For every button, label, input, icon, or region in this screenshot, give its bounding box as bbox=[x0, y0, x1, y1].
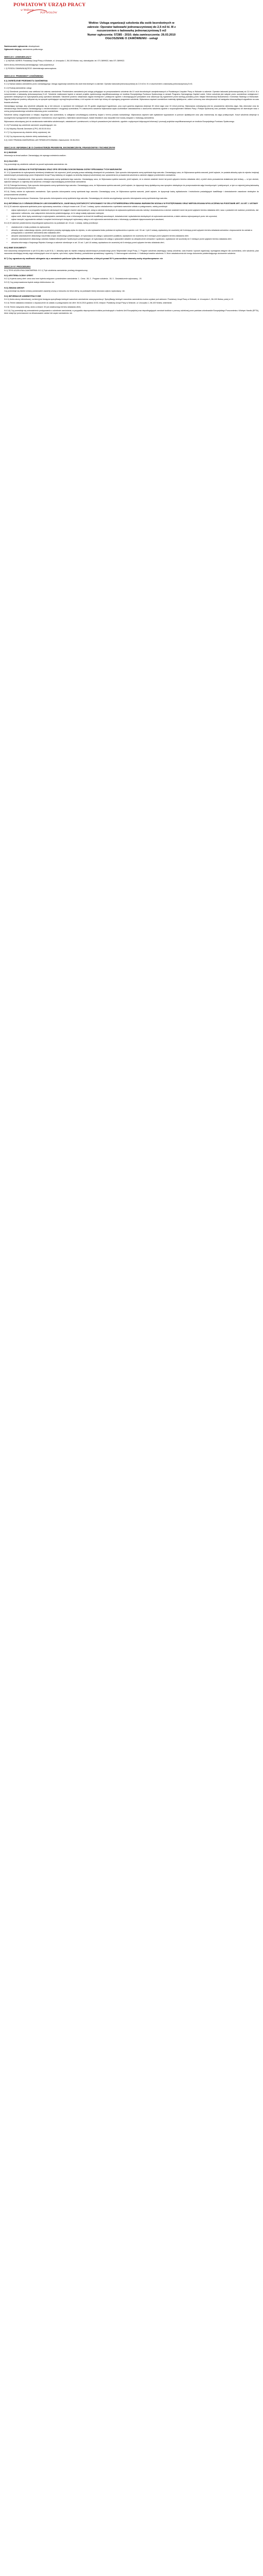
s4-p5: IV.4.1) Adres strony internetowej, na której jest dostępna specyfikacja istotnych warunków zamówienia: www.pupwolow.pl. Specyfikację istotnych warunków zamówienia można uzyskać pod adresem: Powiatowy Urząd Pracy w Wołowie, ul. Uroczysko 1, 56-100 Wołów, pokój nr 12. bbox=[4, 298, 234, 301]
list-item: • aktualna informacja z Krajowego Rejestru Karnego w zakresie określonym w art. 24 ust. 1 pkt 4-8 ustawy, wystawiona nie wcześniej niż 6 miesięcy przed upływem terminu składania ofert; bbox=[11, 242, 259, 244]
s3-p3: III. 3.1) Uprawnienia do wykonywania określonej działalności lub czynności, jeżeli przepisy prawa nakładają obowiązek ich posiadania. Opis sposobu dokonywania oceny spełniania tego warunku: Zamawiający uzna, że Wykonawca spełnia warunek, jeżeli wykaże, że posiada aktualny wpis do rejestru instytucji szkoleniowych prowadzonego przez Wojewódzki Urząd Pracy właściwy ze względu na siedzibę instytucji szkoleniowej oraz uprawnienia do prowadzenia szkolenia w zakresie objętym przedmiotem zamówienia. bbox=[4, 172, 259, 177]
s2-p11: II.2) CZAS TRWANIA ZAMÓWIENIA LUB TERMIN WYKONANIA: Zakończenie: 30.06.2010. bbox=[4, 139, 80, 141]
s1-p2[interactable]: Adres strony internetowej zamawiającego: www.pupwolow.pl bbox=[4, 63, 54, 66]
s1-p3: I. 2) RODZAJ ZAMAWIAJĄCEGO: Administracja samorządowa. bbox=[4, 67, 57, 70]
title-line4: Numer ogłoszenia: 57285 - 2010; data zamieszczenia: 26.03.2010 bbox=[87, 33, 176, 37]
s4-subhead-2: IV.3) ZMIANA UMOWY bbox=[4, 286, 25, 289]
s2-p2: II.1.2) Rodzaj zamówienia: usługi. bbox=[4, 87, 32, 89]
list-item: • oświadczenie o braku podstaw do wykluczenia; bbox=[11, 226, 259, 229]
s4-p6: IV.4.4) Termin składania wniosków o dopuszczenie do udziału w postępowaniu lub ofert: 06.04.2010 godzina 10:00, miejsce: Powiatowy Urząd Pracy w Wołowie, ul. Uroczysko 1, 56-100 Wołów, sekretariat. bbox=[4, 302, 172, 304]
section-2-heading: SEKCJA II: PRZEDMIOT ZAMÓWIENIA bbox=[4, 74, 44, 77]
s3-p7: III.3.5) Sytuacja ekonomiczna i finansowa. Opis sposobu dokonywania oceny spełniania tego warunku: Zamawiający nie określa szczegółowego sposobu dokonywania oceny spełniania tego warunku. bbox=[4, 197, 168, 199]
s4-p2: IV.2.1) Kryteria oceny ofert: cena oraz inne kryteria związane z przedmiotem zamówienia: 1 - Cena - 50; 2 - Program szkolenia - 30; 3 - Doświadczenie wykonawcy - 20. bbox=[4, 278, 142, 280]
s2-p8: II.1.6) Wspólny Słownik Zamówień (CPV): 80.53.00.00-8. bbox=[4, 128, 51, 130]
list-item: • aktualny odpis z właściwego rejestru, jeżeli odrębne przepisy wymagają wpisu do rejestru, w celu wykazania braku podstaw do wykluczenia w oparciu o art. 24 ust. 1 pkt 2 ustawy, wystawiony nie wcześniej niż 6 miesięcy przed upływem terminu składania wniosków o dopuszczenie do udziału w postępowaniu o udzielenie zamówienia albo składania ofert; bbox=[11, 229, 259, 234]
s3-subhead-3: III.3) WARUNKI UDZIAŁU W POSTĘPOWANIU ORAZ OPIS SPOSOBU DOKONYWANIA OCENY SPEŁNIANIA TYCH WARUNKÓW bbox=[4, 168, 122, 171]
list-item: • wykaz wykonanych, a w przypadku świadczeń okresowych lub ciągłych również wykonywanych, usług w zakresie niezbędnym do wykazania spełniania warunku wiedzy i doświadczenia w okresie ostatnich trzech lat przed upływem terminu składania ofert, wraz z podaniem ich wartości, przedmiotu, dat wykonania i odbiorców, oraz załączeniem dokumentu potwierdzającego, że te usługi zostały wykonane należycie; bbox=[11, 209, 259, 214]
s2-p5: Szkolenie należy zorganizować w miejscu dogodnym dla uczestników, w odległości umożliwiającej codzienny dojazd z terenu powiatu wołowskiego. Wykonawca zapewni sale wykładowe wyposażone w pomoce dydaktyczne oraz plac manewrowy do zajęć praktycznych. Koszt szkolenia obejmuje w szczególności wynagrodzenie wykładowców i instruktorów, koszt egzaminu, materiałów szkoleniowych, badań lekarskich oraz wszystkie inne koszty związane z realizacją zamówienia. bbox=[4, 114, 259, 119]
s3-p6: III.3.4) Osoby zdolne do wykonania zamówienia. Opis sposobu dokonywania oceny spełniania tego warunku: Zamawiający uzna, że Wykonawca spełnia warunek, jeżeli wykaże, że dysponuje kadrą wykładowców i instruktorów posiadających kwalifikacje i doświadczenie zawodowe niezbędne do przeprowadzenia szkolenia. bbox=[4, 191, 259, 196]
s2-p3: II.1.4) Określenie przedmiotu oraz wielkości lub zakresu zamówienia: Przedmiotem zamówienia jest usługa polegająca na przeprowadzeniu szkolenia dla 10 osób bezrobotnych zarejestrowanych w Powiatowym Urzędzie Pracy w Wołowie w zakresie: Operator ładowarki jednonaczyniowej do 2,5 m3 kl. III z rozszerzeniem o ładowarkę jednonaczyniową 5 m3. Szkolenie realizowane będzie w ramach projektu systemowego współfinansowanego ze środków Europejskiego Funduszu Społecznego w ramach Programu Operacyjnego Kapitał Ludzki. Celem szkolenia jest nabycie przez uczestników umiejętności i uprawnień niezbędnych do wykonywania pracy operatora ładowarki. Szkolenie powinno obejmować zajęcia teoretyczne i praktyczne zgodne z obowiązującymi przepisami oraz zakończyć się egzaminem przed komisją powołaną przez Instytut Mechanizacji Budownictwa i Górnictwa Skalnego w Warszawie. Zajęcia praktyczne powinny odbywać się na sprzęcie spełniającym wymogi bezpieczeństwa, a ich wymiar nie może być niższy niż wymagany programem szkolenia. Wykonawca zapewni uczestnikom materiały dydaktyczne, odzież ochronną oraz ubezpieczenie od następstw nieszczęśliwych wypadków na czas trwania szkolenia. bbox=[4, 90, 259, 104]
meta-label-concerns: Ogłoszenie dotyczy: bbox=[4, 48, 22, 50]
s4-subhead-3: IV.4) INFORMACJE ADMINISTRACYJNE bbox=[4, 295, 41, 297]
logo-text-line1: POWIATOWY URZĄD PRACY bbox=[13, 3, 86, 8]
s2-p1: II.1.1) Nazwa nadana zamówieniu przez zamawiającego: Usługa organizacji szkolenia dla osób bezrobotnych w zakresie: Operator ładowarki jednonaczyniowej do 2,5 m3 kl. III z rozszerzeniem o ładowarkę jednonaczyniową 5 m3. bbox=[4, 83, 193, 86]
s3-list-exclusion bbox=[4, 226, 259, 244]
s4-p7: IV.4.5) Termin związania ofertą: okres w dniach: 30 (od ostatecznego terminu składania ofert). bbox=[4, 306, 81, 308]
pup-logo bbox=[13, 3, 96, 21]
meta-value-publication: obowiązkowe. bbox=[28, 45, 40, 47]
s2-p6: Wykonawca zobowiązany jest do oznakowania materiałów szkoleniowych, zaświadczeń i pomieszczeń, w których prowadzone jest szkolenie, zgodnie z wytycznymi dotyczącymi informacji i promocji projektów współfinansowanych ze środków Europejskiego Funduszu Społecznego. bbox=[4, 120, 235, 123]
section-3-heading: SEKCJA III: INFORMACJE O CHARAKTERZE PRAWNYM, EKONOMICZNYM, FINANSOWYM I TECHNICZNYM bbox=[4, 146, 115, 149]
title-line1: Wołów: Usługa organizacji szkolenia dla osób bezrobotnych w bbox=[88, 22, 175, 25]
title-line3: rozszerzeniem o ładowarkę jednonaczyniową 5 m3 bbox=[96, 29, 167, 33]
s2-p4: Zamawiający wymaga, aby szkolenie odbywało się w dni robocze, w wymiarze nie mniejszym niż 25 godzin zegarowych tygodniowo, przy czym godzina zegarowa obejmuje 45 minut zajęć oraz 15 minut przerwy. Wykonawca zobowiązany jest do prowadzenia dziennika zajęć, listy obecności oraz do niezwłocznego informowania Zamawiającego o nieobecnościach i rezygnacji uczestników. Po zakończeniu szkolenia Wykonawca wyda uczestnikom zaświadczenia o ukończeniu szkolenia zgodnie z rozporządzeniem Ministra Pracy i Polityki Społecznej oraz przekaże Zamawiającemu ich kserokopie wraz z oceną przeprowadzonego szkolenia dokonaną przez uczestników. bbox=[4, 105, 259, 113]
s4-p1: IV.1) TRYB UDZIELENIA ZAMÓWIENIA: IV.1.1) Tryb udzielenia zamówienia: przetarg nieograniczony. bbox=[4, 269, 88, 272]
s3-subhead-2: III.2) ZALICZKI bbox=[4, 160, 18, 162]
s3-p4: III.3.2) Wiedza i doświadczenie. Opis sposobu dokonywania oceny spełniania tego warunku: Zamawiający uzna, że Wykonawca spełnia warunek, jeżeli wykaże, że w okresie ostatnich trzech lat przed upływem terminu składania ofert, a jeżeli okres prowadzenia działalności jest krótszy — w tym okresie, wykonał należycie co najmniej dwa szkolenia o tematyce odpowiadającej przedmiotowi zamówienia. bbox=[4, 178, 259, 183]
s1-p1: I. 1) NAZWA I ADRES: Powiatowy Urząd Pracy w Wołowie, ul. Uroczysko 1, 56-100 Wołów, woj. dolnośląskie, tel. 071 3899922, faks 071 3899922. bbox=[4, 60, 125, 62]
s3-subhead-1: III.1) WADIUM bbox=[4, 151, 17, 154]
meta-value-concerns: zamówienia publicznego. bbox=[22, 48, 43, 50]
s4-p4: Czy przewiduje się istotne zmiany postanowień zawartej umowy w stosunku do treści oferty, na podstawie której dokonano wyboru wykonawcy: nie. bbox=[4, 290, 125, 292]
s3-subhead-5: III.6) INNE DOKUMENTY bbox=[4, 246, 27, 249]
logo-text-line3: PUP WOŁÓW bbox=[40, 11, 57, 14]
s4-subhead-1: IV.2) KRYTERIA OCENY OFERT bbox=[4, 274, 34, 277]
list-item: • aktualne zaświadczenie właściwego oddziału Zakładu Ubezpieczeń Społecznych potwierdzające, że wykonawca nie zalega z opłacaniem składek na ubezpieczenie zdrowotne i społeczne, wystawione nie wcześniej niż 3 miesiące przed upływem terminu składania ofert; bbox=[11, 238, 259, 241]
s4-p8: IV.4.14) Czy przewiduje się unieważnienie postępowania o udzielenie zamówienia, w przypadku nieprzyznania środków pochodzących z budżetu Unii Europejskiej oraz niepodlegających zwrotowi środków z pomocy udzielonej przez państwa członkowskie Europejskiego Porozumienia o Wolnym Handlu (EFTA), które miały być przeznaczone na sfinansowanie całości lub części zamówienia: nie. bbox=[4, 309, 259, 314]
s3-subhead-4: III.4) INFORMACJA O OŚWIADCZENIACH LUB DOKUMENTACH, JAKIE MAJĄ DOSTARCZYĆ WYKONAWCY W CELU POTWIERDZENIA SPEŁNIANIA WARUNKÓW UDZIAŁU W POSTĘPOWANIU ORAZ NIEPODLEGANIA WYKLUCZENIU NA PODSTAWIE ART. 24 UST. 1 USTAWY bbox=[4, 202, 258, 205]
s3-p2: Czy przewiduje się udzielenie zaliczek na poczet wykonania zamówienia: nie. bbox=[4, 163, 68, 165]
list-item: • aktualne zaświadczenie właściwego naczelnika urzędu skarbowego potwierdzające, że wykonawca nie zalega z opłacaniem podatków, wystawione nie wcześniej niż 3 miesiące przed upływem terminu składania ofert; bbox=[11, 235, 259, 238]
logo-text-line2: w Wołowie bbox=[21, 9, 34, 12]
s2-subhead-1: II.1) OKREŚLENIE PRZEDMIOTU ZAMÓWIENIA bbox=[4, 80, 48, 82]
s4-p3: IV.2.2) Czy przeprowadzona będzie aukcja elektroniczna: nie. bbox=[4, 281, 55, 284]
s2-p9: II.1.7) Czy dopuszcza się złożenie oferty częściowej: nie. bbox=[4, 131, 51, 134]
meta-label-publication: Zamieszczanie ogłoszenia: bbox=[4, 45, 28, 47]
s3-p8: III.4.1) W zakresie wykazania spełniania przez wykonawcę warunków, o których mowa w art. 22 ust. 1 ustawy, oprócz oświadczenia o spełnianiu warunków udziału w postępowaniu, należy przedłożyć: bbox=[4, 206, 168, 208]
section-1-heading: SEKCJA I: ZAMAWIAJĄCY bbox=[4, 56, 31, 59]
list-item: • wykaz narzędzi, wyposażenia zakładu i urządzeń technicznych dostępnych wykonawcy usług w celu wykonania zamówienia wraz z informacją o podstawie dysponowania tymi zasobami; bbox=[11, 218, 259, 221]
s3-p5: III.3.3) Potencjał techniczny. Opis sposobu dokonywania oceny spełniania tego warunku: Zamawiający uzna, że Wykonawca spełnia warunek, jeżeli wykaże, że dysponuje bazą dydaktyczną oraz sprzętem niezbędnym do przeprowadzenia zajęć teoretycznych i praktycznych, w tym co najmniej jedną ładowarką jednonaczyniową sprawną technicznie. bbox=[4, 184, 259, 190]
title-line2: zakresie: Operator ładowarki jednonaczyniowej do 2,5 m3 kl. III z bbox=[87, 25, 176, 29]
s2-p10: II.1.8) Czy dopuszcza się złożenie oferty wariantowej: nie. bbox=[4, 135, 52, 138]
notice-meta bbox=[4, 45, 259, 51]
list-item: • wykaz osób, które będą uczestniczyć w wykonywaniu zamówienia, wraz z informacjami na temat ich kwalifikacji zawodowych, doświadczenia i wykształcenia niezbędnych do wykonania zamówienia, a także zakresu wykonywanych przez nie czynności; bbox=[11, 215, 259, 218]
s3-subhead-6: III.7) Czy ogranicza się możliwość ubiegania się o zamówienie publiczne tylko dla wykonawców, u których ponad 50 % pracowników stanowią osoby niepełnosprawne: nie bbox=[4, 258, 163, 260]
s3-p1: Informacja na temat wadium: Zamawiający nie wymaga wniesienia wadium. bbox=[4, 155, 67, 157]
s2-p7: II.1.5) Przewiduje się udzielenie zamówień uzupełniających: nie. bbox=[4, 124, 57, 127]
notice-title bbox=[25, 22, 238, 41]
section-4-heading: SEKCJA IV: PROCEDURA bbox=[4, 265, 31, 268]
s3-p9: III.4.2) W zakresie potwierdzenia niepodlegania wykluczeniu na podstawie art. 24 ust. 1 ustawy, należy przedłożyć: bbox=[4, 222, 98, 225]
title-line5: OGŁOSZENIE O ZAMÓWIENIU - usługi bbox=[105, 37, 158, 41]
s3-list-conditions bbox=[4, 209, 259, 221]
s3-p10: Inne dokumenty niewymienione w pkt III.4) albo w pkt III.5): 1. Aktualny wpis do rejestru instytucji szkoleniowych prowadzonego przez Wojewódzki Urząd Pracy. 2. Program szkolenia zawierający nazwę szkolenia, czas trwania i sposób organizacji, wymagania wstępne dla uczestników, cele szkolenia, plan nauczania określający tematy zajęć edukacyjnych oraz ich wymiar, opis treści, wykaz literatury, przewidziane sprawdziany i egzaminy. 3. Harmonogram szkolenia. 4. Kalkulacja kosztów szkolenia. 5. Wzór zaświadczenia lub innego dokumentu potwierdzającego ukończenie szkolenia. bbox=[4, 249, 259, 255]
